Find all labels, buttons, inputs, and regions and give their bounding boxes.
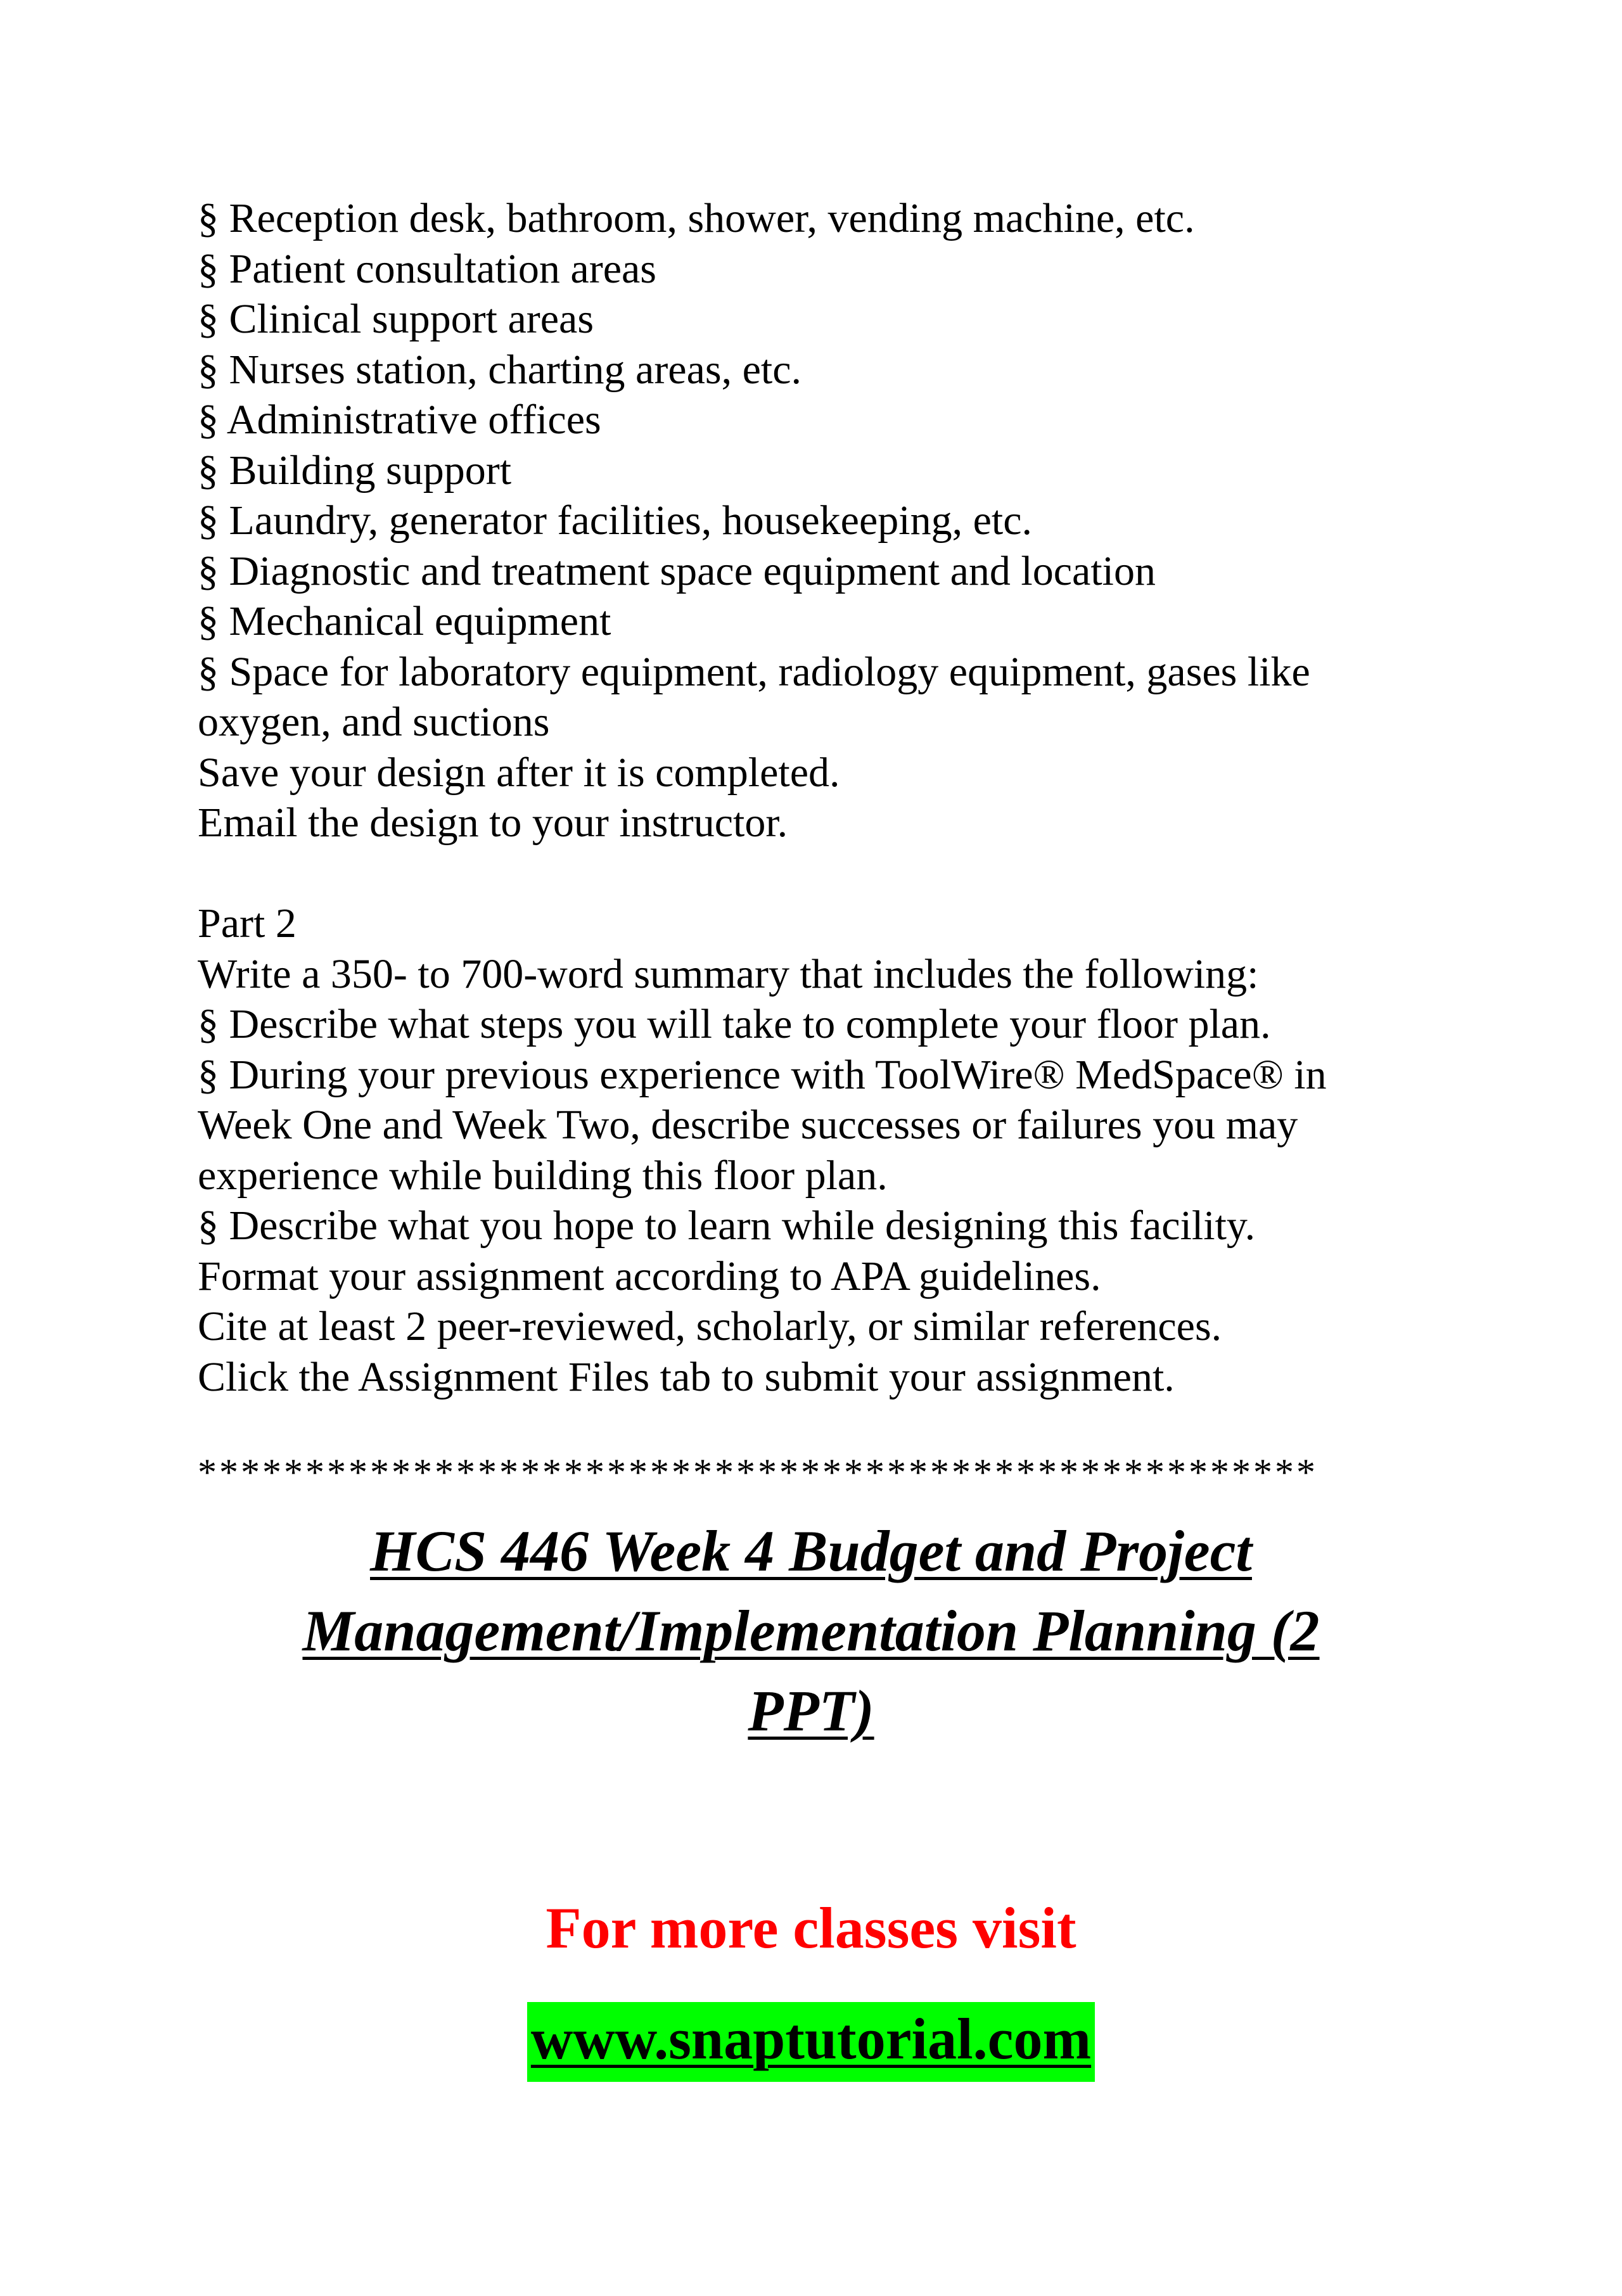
part2-heading: Part 2	[198, 900, 297, 947]
paragraph-gap	[198, 848, 1440, 899]
bullet-item: § Clinical support areas	[198, 296, 594, 342]
bullet-item: § Patient consultation areas	[198, 245, 656, 292]
part2-line: § Describe what you hope to learn while designing this facility.	[198, 1202, 1256, 1249]
bullet-item: § Diagnostic and treatment space equipment and location	[198, 547, 1156, 594]
email-instruction: Email the design to your instructor.	[198, 800, 788, 846]
bullet-item: § Reception desk, bathroom, shower, vending machine, etc.	[198, 195, 1195, 241]
part2-line: Week One and Week Two, describe successes or failures you may	[198, 1102, 1298, 1148]
bullet-item: § Nurses station, charting areas, etc.	[198, 346, 802, 393]
bullet-item: § Laundry, generator facilities, housekeeping, etc.	[198, 497, 1033, 544]
submit-instruction: Click the Assignment Files tab to submit your assignment.	[198, 1353, 1175, 1400]
part2-line: § During your previous experience with ToolWire® MedSpace® in	[198, 1051, 1327, 1098]
format-instruction: Format your assignment according to APA guidelines.	[198, 1253, 1101, 1299]
title-line: PPT)	[748, 1678, 874, 1743]
title-line: Management/Implementation Planning (2	[302, 1598, 1320, 1663]
bullet-continuation: oxygen, and suctions	[198, 699, 550, 745]
body-text	[198, 193, 1440, 1402]
part2-line: experience while building this floor plan.	[198, 1152, 888, 1199]
part2-line: § Describe what steps you will take to complete your floor plan.	[198, 1001, 1271, 1047]
title-line: HCS 446 Week 4 Budget and Project	[370, 1519, 1252, 1583]
bullet-item: § Space for laboratory equipment, radiology equipment, gases like	[198, 648, 1310, 695]
bullet-item: § Building support	[198, 447, 512, 494]
part2-intro: Write a 350- to 700-word summary that includes the following:	[198, 950, 1259, 997]
separator-line: ****************************************************	[198, 1451, 1318, 1493]
url-container	[0, 2002, 1622, 2082]
promo-text: For more classes visit	[546, 1896, 1076, 1960]
document-title	[190, 1511, 1432, 1751]
bullet-item: § Mechanical equipment	[198, 598, 611, 644]
website-link[interactable]: www.snaptutorial.com	[527, 2002, 1095, 2082]
save-instruction: Save your design after it is completed.	[198, 749, 840, 796]
cite-instruction: Cite at least 2 peer-reviewed, scholarly, or similar references.	[198, 1303, 1222, 1349]
bullet-item: § Administrative offices	[198, 397, 601, 443]
